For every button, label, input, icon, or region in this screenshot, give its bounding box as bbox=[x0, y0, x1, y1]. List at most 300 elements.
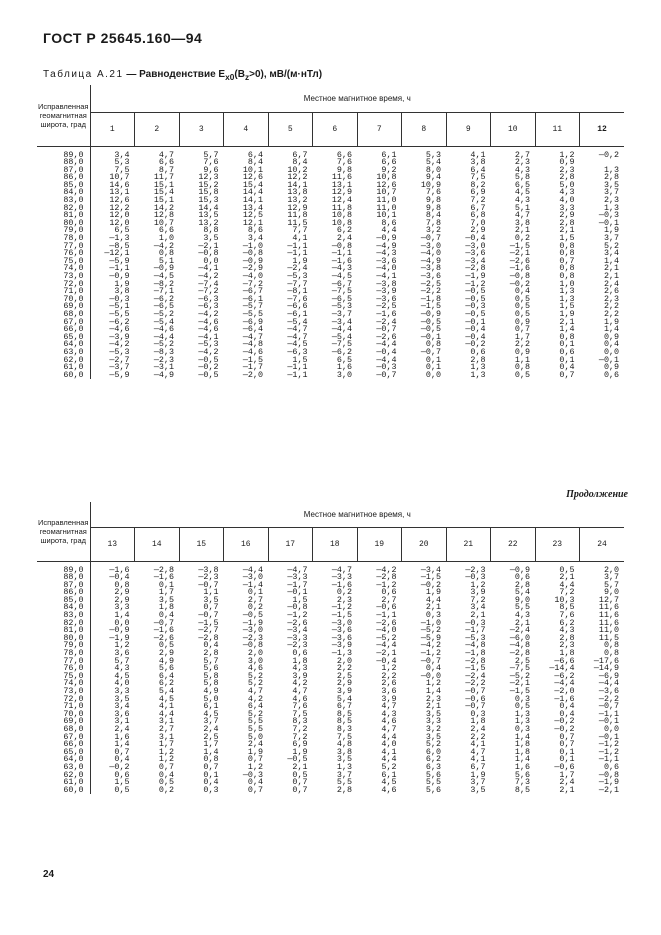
latitude-cell: 63,0 bbox=[37, 349, 90, 357]
value-cell: 1,9 bbox=[470, 769, 486, 780]
value-cell: 5,8 bbox=[203, 678, 219, 689]
value-cell: 2,7 bbox=[381, 594, 397, 605]
value-cell: —1,0 bbox=[420, 617, 441, 628]
hour-header: 13 bbox=[90, 527, 135, 561]
value-cell: —2,6 bbox=[153, 632, 174, 643]
value-cell: 0,0 bbox=[603, 346, 620, 357]
value-cell: —0,5 bbox=[287, 754, 308, 765]
value-cell: 4,1 bbox=[470, 739, 486, 750]
value-cell: 0,7 bbox=[292, 784, 308, 795]
value-cell: —1,9 bbox=[109, 632, 130, 643]
value-cell: —4,2 bbox=[198, 346, 219, 357]
latitude-cell: 85,0 bbox=[37, 182, 90, 190]
value-cell: 2,1 bbox=[603, 271, 620, 281]
value-cell: 5,7 bbox=[114, 655, 130, 666]
latitude-cell: 79,0 bbox=[37, 642, 90, 650]
value-cell: 8,5 bbox=[336, 716, 352, 727]
value-cell: 3,9 bbox=[336, 686, 352, 696]
value-cell: —3,9 bbox=[109, 331, 130, 342]
value-cell: 1,2 bbox=[247, 761, 263, 772]
value-cell: —4,2 bbox=[376, 564, 397, 575]
value-cell: 12,6 bbox=[242, 172, 263, 183]
value-cell: 6,5 bbox=[114, 225, 130, 236]
page-number: 24 bbox=[43, 869, 55, 880]
value-cell: —1,8 bbox=[420, 293, 441, 304]
value-cell: —3,9 bbox=[331, 640, 352, 651]
value-cell: —3,4 bbox=[287, 625, 308, 636]
value-cell: 0,0 bbox=[114, 617, 130, 628]
value-cell: —0,7 bbox=[153, 617, 174, 628]
value-cell: 3,9 bbox=[381, 693, 397, 704]
value-cell: 3,7 bbox=[603, 572, 620, 583]
value-cell: —4,1 bbox=[198, 263, 219, 274]
value-cell: 12,7 bbox=[598, 594, 620, 605]
value-cell: 4,3 bbox=[559, 625, 575, 636]
value-cell: 1,3 bbox=[470, 362, 486, 373]
value-cell: 0,1 bbox=[158, 579, 174, 590]
value-cell: —4,2 bbox=[109, 339, 130, 350]
value-cell: 0,7 bbox=[247, 754, 263, 765]
value-cell: —0,9 bbox=[420, 308, 441, 319]
value-cell: 0,5 bbox=[158, 777, 174, 788]
value-cell: 2,6 bbox=[381, 678, 397, 689]
value-cell: 2,8 bbox=[514, 579, 530, 590]
value-cell: 6,4 bbox=[247, 701, 263, 712]
value-cell: 0,5 bbox=[292, 769, 308, 780]
value-cell: 1,3 bbox=[514, 716, 530, 727]
value-cell: —4,5 bbox=[153, 271, 174, 281]
value-cell: —6,5 bbox=[153, 301, 174, 312]
value-cell: 4,3 bbox=[559, 187, 575, 198]
value-cell: 4,6 bbox=[247, 663, 263, 674]
latitude-cell: 64,0 bbox=[37, 341, 90, 349]
value-cell: 2,5 bbox=[514, 655, 530, 666]
value-cell: —2,1 bbox=[198, 240, 219, 251]
value-cell: 0,4 bbox=[158, 769, 174, 780]
value-cell: —4,3 bbox=[376, 248, 397, 259]
value-cell: 1,3 bbox=[559, 293, 575, 304]
value-cell: 1,4 bbox=[514, 731, 530, 742]
value-cell: 7,6 bbox=[292, 701, 308, 712]
value-cell: 0,7 bbox=[559, 255, 575, 266]
value-cell: —14,4 bbox=[549, 663, 575, 674]
value-cell: —5,4 bbox=[287, 316, 308, 327]
value-cell: 11,6 bbox=[598, 617, 620, 628]
value-cell: 1,4 bbox=[114, 610, 130, 621]
value-cell: —2,1 bbox=[509, 248, 530, 259]
value-cell: 10,1 bbox=[242, 164, 263, 175]
value-cell: 6,6 bbox=[381, 157, 397, 168]
value-cell: 1,9 bbox=[425, 587, 441, 598]
value-cell: —0,9 bbox=[153, 263, 174, 274]
value-cell: 2,2 bbox=[603, 308, 620, 319]
value-cell: —0,2 bbox=[420, 579, 441, 590]
value-cell: 9,8 bbox=[425, 202, 441, 213]
value-cell: 7,3 bbox=[514, 777, 530, 788]
value-cell: —5,3 bbox=[287, 271, 308, 281]
hour-header: 18 bbox=[313, 527, 358, 561]
value-cell: —2,4 bbox=[287, 263, 308, 274]
value-cell: 15,3 bbox=[198, 195, 219, 206]
value-cell: 3,7 bbox=[470, 777, 486, 788]
value-cell: 6,4 bbox=[470, 164, 486, 175]
latitude-cell: 72,0 bbox=[37, 696, 90, 704]
value-cell: 0,2 bbox=[514, 233, 530, 244]
value-cell: —2,8 bbox=[465, 263, 486, 274]
value-cell: 0,4 bbox=[203, 640, 219, 651]
value-cell: 1,4 bbox=[514, 754, 530, 765]
hour-header: 20 bbox=[402, 527, 447, 561]
value-cell: 13,1 bbox=[331, 179, 352, 190]
value-cell: 7,5 bbox=[292, 708, 308, 719]
value-cell: —6,6 bbox=[554, 655, 575, 666]
value-cell: 2,9 bbox=[158, 648, 174, 659]
value-cell: —0,5 bbox=[465, 286, 486, 297]
value-cell: 7,2 bbox=[470, 195, 486, 206]
value-cell: 10,7 bbox=[109, 172, 130, 183]
value-cell: 2,0 bbox=[247, 648, 263, 659]
value-cell: 0,4 bbox=[559, 708, 575, 719]
value-cell: —2,3 bbox=[153, 354, 174, 365]
value-cell: —4,0 bbox=[376, 263, 397, 274]
value-cell: —0,1 bbox=[598, 716, 620, 727]
value-cell: —2,2 bbox=[420, 286, 441, 297]
value-cell: —3,0 bbox=[465, 240, 486, 251]
value-cell: 1,9 bbox=[292, 255, 308, 266]
latitude-cell: 76,0 bbox=[37, 250, 90, 258]
value-cell: —1,2 bbox=[376, 579, 397, 590]
value-cell: 11,5 bbox=[598, 632, 620, 643]
value-cell: 6,7 bbox=[336, 701, 352, 712]
latitude-cell: 75,0 bbox=[37, 258, 90, 266]
value-cell: —3,6 bbox=[376, 255, 397, 266]
value-cell: 1,1 bbox=[514, 354, 530, 365]
value-cell: 4,5 bbox=[203, 708, 219, 719]
latitude-cell: 63,0 bbox=[37, 764, 90, 772]
value-cell: 2,8 bbox=[336, 784, 352, 795]
value-cell: 15,2 bbox=[198, 179, 219, 190]
value-cell: 5,2 bbox=[603, 240, 620, 251]
value-cell: 7,0 bbox=[470, 217, 486, 228]
value-cell: 7,2 bbox=[292, 731, 308, 742]
value-cell: —12,1 bbox=[104, 248, 130, 259]
value-cell: —0,7 bbox=[376, 369, 397, 380]
value-cell: 0,6 bbox=[292, 648, 308, 659]
value-cell: —0,7 bbox=[465, 701, 486, 712]
value-cell: —0,8 bbox=[331, 240, 352, 251]
value-cell: —1,5 bbox=[509, 240, 530, 251]
value-cell: 0,8 bbox=[203, 754, 219, 765]
value-cell: —1,2 bbox=[287, 610, 308, 621]
value-cell: 6,7 bbox=[470, 202, 486, 213]
value-cell: —6,7 bbox=[331, 278, 352, 289]
value-cell: 4,1 bbox=[158, 701, 174, 712]
value-cell: 1,8 bbox=[514, 739, 530, 750]
value-cell: 5,6 bbox=[514, 769, 530, 780]
value-cell: 0,8 bbox=[158, 248, 174, 259]
value-cell: 0,0 bbox=[603, 723, 620, 734]
value-cell: 4,0 bbox=[381, 739, 397, 750]
value-cell: 0,2 bbox=[336, 587, 352, 598]
value-cell: 2,1 bbox=[603, 263, 620, 274]
value-cell: 2,2 bbox=[603, 301, 620, 312]
caption-text2: (B bbox=[234, 69, 245, 80]
value-cell: —4,7 bbox=[287, 564, 308, 575]
latitude-cell: 67,0 bbox=[37, 319, 90, 327]
value-cell: —4,6 bbox=[198, 324, 219, 335]
value-cell: 1,8 bbox=[292, 655, 308, 666]
value-cell: 0,1 bbox=[559, 339, 575, 350]
hour-header: 14 bbox=[135, 527, 180, 561]
value-cell: —2,0 bbox=[242, 369, 263, 380]
value-cell: 2,3 bbox=[514, 157, 530, 168]
value-cell: 3,7 bbox=[203, 716, 219, 727]
latitude-cell: 89,0 bbox=[37, 561, 90, 574]
latitude-cell: 61,0 bbox=[37, 779, 90, 787]
value-cell: —7,1 bbox=[153, 286, 174, 297]
value-cell: —4,5 bbox=[331, 271, 352, 281]
value-cell: —2,8 bbox=[376, 572, 397, 583]
value-cell: —3,0 bbox=[331, 617, 352, 628]
value-cell: —1,1 bbox=[598, 754, 620, 765]
value-cell: 6,9 bbox=[292, 739, 308, 750]
value-cell: 2,8 bbox=[559, 172, 575, 183]
value-cell: 0,8 bbox=[114, 579, 130, 590]
value-cell: —0,6 bbox=[465, 693, 486, 704]
value-cell: —3,8 bbox=[420, 263, 441, 274]
value-cell: —0,8 bbox=[598, 769, 620, 780]
value-cell: —2,6 bbox=[376, 617, 397, 628]
latitude-cell: 83,0 bbox=[37, 612, 90, 620]
value-cell: —6,1 bbox=[242, 293, 263, 304]
value-cell: 2,1 bbox=[425, 602, 441, 613]
value-cell: —8,1 bbox=[287, 286, 308, 297]
value-cell: 5,5 bbox=[336, 777, 352, 788]
value-cell: —0,3 bbox=[465, 301, 486, 312]
hour-header: 7 bbox=[357, 112, 402, 146]
value-cell: 5,2 bbox=[247, 670, 263, 681]
value-cell: 1,6 bbox=[336, 362, 352, 373]
value-cell: 6,9 bbox=[470, 187, 486, 198]
hour-header: 17 bbox=[268, 527, 313, 561]
value-cell: 0,1 bbox=[203, 769, 219, 780]
value-cell: —5,2 bbox=[376, 632, 397, 643]
value-cell: 1,5 bbox=[292, 354, 308, 365]
value-cell: 1,3 bbox=[559, 286, 575, 297]
value-cell: 3,5 bbox=[158, 594, 174, 605]
value-cell: 13,2 bbox=[287, 195, 308, 206]
value-cell: 1,3 bbox=[603, 202, 620, 213]
value-cell: 4,1 bbox=[381, 746, 397, 757]
value-cell: 5,5 bbox=[247, 723, 263, 734]
value-cell: 1,7 bbox=[203, 739, 219, 750]
value-cell: 4,9 bbox=[158, 655, 174, 666]
value-cell: 3,9 bbox=[470, 587, 486, 598]
value-cell: —4,0 bbox=[376, 625, 397, 636]
value-cell: 0,0 bbox=[203, 255, 219, 266]
latitude-cell: 86,0 bbox=[37, 589, 90, 597]
latitude-cell: 68,0 bbox=[37, 726, 90, 734]
value-cell: 2,8 bbox=[470, 354, 486, 365]
value-cell: 12,6 bbox=[376, 179, 397, 190]
latitude-cell: 60,0 bbox=[37, 372, 90, 380]
value-cell: 12,0 bbox=[109, 217, 130, 228]
latitude-cell: 74,0 bbox=[37, 680, 90, 688]
value-cell: 6,8 bbox=[470, 210, 486, 221]
value-cell: —5,9 bbox=[109, 255, 130, 266]
value-cell: —3,9 bbox=[376, 286, 397, 297]
value-cell: 6,3 bbox=[425, 761, 441, 772]
value-cell: —5,7 bbox=[242, 301, 263, 312]
value-cell: 2,3 bbox=[559, 640, 575, 651]
value-cell: —4,4 bbox=[331, 324, 352, 335]
hour-header: 6 bbox=[313, 112, 358, 146]
value-cell: 1,7 bbox=[158, 739, 174, 750]
value-cell: —1,2 bbox=[598, 746, 620, 757]
data-table-2 bbox=[37, 502, 624, 794]
value-cell: 12,2 bbox=[109, 202, 130, 213]
value-cell: —1,9 bbox=[465, 271, 486, 281]
value-cell: —1,6 bbox=[554, 693, 575, 704]
value-cell: 2,1 bbox=[470, 610, 486, 621]
latitude-cell: 65,0 bbox=[37, 749, 90, 757]
value-cell: —4,2 bbox=[198, 308, 219, 319]
value-cell: —6,9 bbox=[598, 670, 620, 681]
value-cell: 1,8 bbox=[470, 716, 486, 727]
value-cell: 10,3 bbox=[554, 594, 575, 605]
value-cell: 0,4 bbox=[559, 701, 575, 712]
value-cell: 4,7 bbox=[381, 701, 397, 712]
value-cell: —0,4 bbox=[376, 655, 397, 666]
value-cell: 2,5 bbox=[336, 670, 352, 681]
value-cell: 1,4 bbox=[203, 746, 219, 757]
value-cell: —2,5 bbox=[376, 301, 397, 312]
value-cell: —0,7 bbox=[465, 686, 486, 696]
value-cell: —0,9 bbox=[242, 255, 263, 266]
value-cell: —5,1 bbox=[109, 301, 130, 312]
value-cell: 9,4 bbox=[425, 172, 441, 183]
latitude-cell: 69,0 bbox=[37, 718, 90, 726]
latitude-cell: 72,0 bbox=[37, 281, 90, 289]
value-cell: 5,4 bbox=[158, 686, 174, 696]
value-cell: —2,4 bbox=[376, 316, 397, 327]
value-cell: 0,9 bbox=[514, 316, 530, 327]
value-cell: 6,6 bbox=[158, 225, 174, 236]
value-cell: 5,4 bbox=[514, 587, 530, 598]
value-cell: 2,8 bbox=[603, 172, 620, 183]
value-cell: —0,5 bbox=[465, 308, 486, 319]
value-cell: —2,0 bbox=[554, 686, 575, 696]
value-cell: 4,0 bbox=[559, 195, 575, 206]
value-cell: 2,7 bbox=[514, 149, 530, 160]
value-cell: 2,4 bbox=[336, 233, 352, 244]
value-cell: 3,3 bbox=[114, 602, 130, 613]
value-cell: 14,2 bbox=[153, 202, 174, 213]
value-cell: —5,5 bbox=[242, 308, 263, 319]
value-cell: 12,3 bbox=[198, 172, 219, 183]
value-cell: 5,2 bbox=[381, 761, 397, 772]
value-cell: —0,5 bbox=[242, 610, 263, 621]
value-cell: 4,2 bbox=[247, 693, 263, 704]
latitude-cell: 61,0 bbox=[37, 364, 90, 372]
value-cell: —0,8 bbox=[198, 248, 219, 259]
hour-header: 5 bbox=[268, 112, 313, 146]
value-cell: —0,1 bbox=[598, 731, 620, 742]
value-cell: 4,7 bbox=[292, 686, 308, 696]
value-cell: —3,0 bbox=[242, 572, 263, 583]
value-cell: —6,2 bbox=[331, 346, 352, 357]
value-cell: 8,2 bbox=[470, 179, 486, 190]
value-cell: 0,6 bbox=[559, 346, 575, 357]
continuation-label: Продолжение bbox=[566, 489, 628, 500]
value-cell: 0,5 bbox=[158, 640, 174, 651]
value-cell: 0,8 bbox=[514, 362, 530, 373]
value-cell: 15,1 bbox=[153, 195, 174, 206]
value-cell: 4,1 bbox=[470, 754, 486, 765]
value-cell: —4,8 bbox=[509, 640, 530, 651]
value-cell: 4,4 bbox=[425, 594, 441, 605]
latitude-cell: 66,0 bbox=[37, 326, 90, 334]
value-cell: —0,2 bbox=[109, 761, 130, 772]
value-cell: 7,5 bbox=[470, 172, 486, 183]
value-cell: —4,2 bbox=[198, 271, 219, 281]
value-cell: 5,1 bbox=[514, 202, 530, 213]
value-cell: —4,4 bbox=[554, 678, 575, 689]
value-cell: 2,3 bbox=[603, 195, 620, 206]
value-cell: 5,5 bbox=[514, 602, 530, 613]
value-cell: 0,3 bbox=[425, 610, 441, 621]
value-cell: 5,8 bbox=[514, 172, 530, 183]
value-cell: 3,5 bbox=[114, 693, 130, 704]
value-cell: —0,2 bbox=[598, 149, 620, 160]
value-cell: 1,7 bbox=[559, 769, 575, 780]
value-cell: 4,4 bbox=[381, 225, 397, 236]
value-cell: 2,9 bbox=[114, 594, 130, 605]
value-cell: 6,2 bbox=[425, 754, 441, 765]
value-cell: 0,2 bbox=[158, 784, 174, 795]
value-cell: —1,2 bbox=[331, 602, 352, 613]
value-cell: 1,2 bbox=[470, 579, 486, 590]
value-cell: —5,9 bbox=[109, 369, 130, 380]
value-cell: 3,4 bbox=[247, 233, 263, 244]
latitude-cell: 67,0 bbox=[37, 734, 90, 742]
value-cell: 15,4 bbox=[153, 187, 174, 198]
value-cell: —6,2 bbox=[109, 316, 130, 327]
value-cell: —0,8 bbox=[509, 271, 530, 281]
value-cell: —0,1 bbox=[465, 316, 486, 327]
value-cell: 14,4 bbox=[198, 202, 219, 213]
value-cell: —5,4 bbox=[331, 331, 352, 342]
value-cell: 0,5 bbox=[514, 701, 530, 712]
value-cell: —3,3 bbox=[287, 632, 308, 643]
value-cell: 3,0 bbox=[247, 655, 263, 666]
value-cell: 1,2 bbox=[381, 663, 397, 674]
value-cell: —0,0 bbox=[420, 670, 441, 681]
value-cell: —5,2 bbox=[420, 625, 441, 636]
value-cell: —6,6 bbox=[287, 301, 308, 312]
value-cell: —0,1 bbox=[598, 217, 620, 228]
value-cell: 3,4 bbox=[114, 701, 130, 712]
hour-header: 1 bbox=[90, 112, 135, 146]
value-cell: 13,1 bbox=[109, 187, 130, 198]
value-cell: —3,6 bbox=[331, 625, 352, 636]
value-cell: 3,6 bbox=[114, 648, 130, 659]
value-cell: —0,7 bbox=[376, 324, 397, 335]
value-cell: 2,2 bbox=[336, 663, 352, 674]
value-cell: —4,4 bbox=[153, 331, 174, 342]
value-cell: 3,8 bbox=[336, 746, 352, 757]
value-cell: 4,5 bbox=[158, 693, 174, 704]
